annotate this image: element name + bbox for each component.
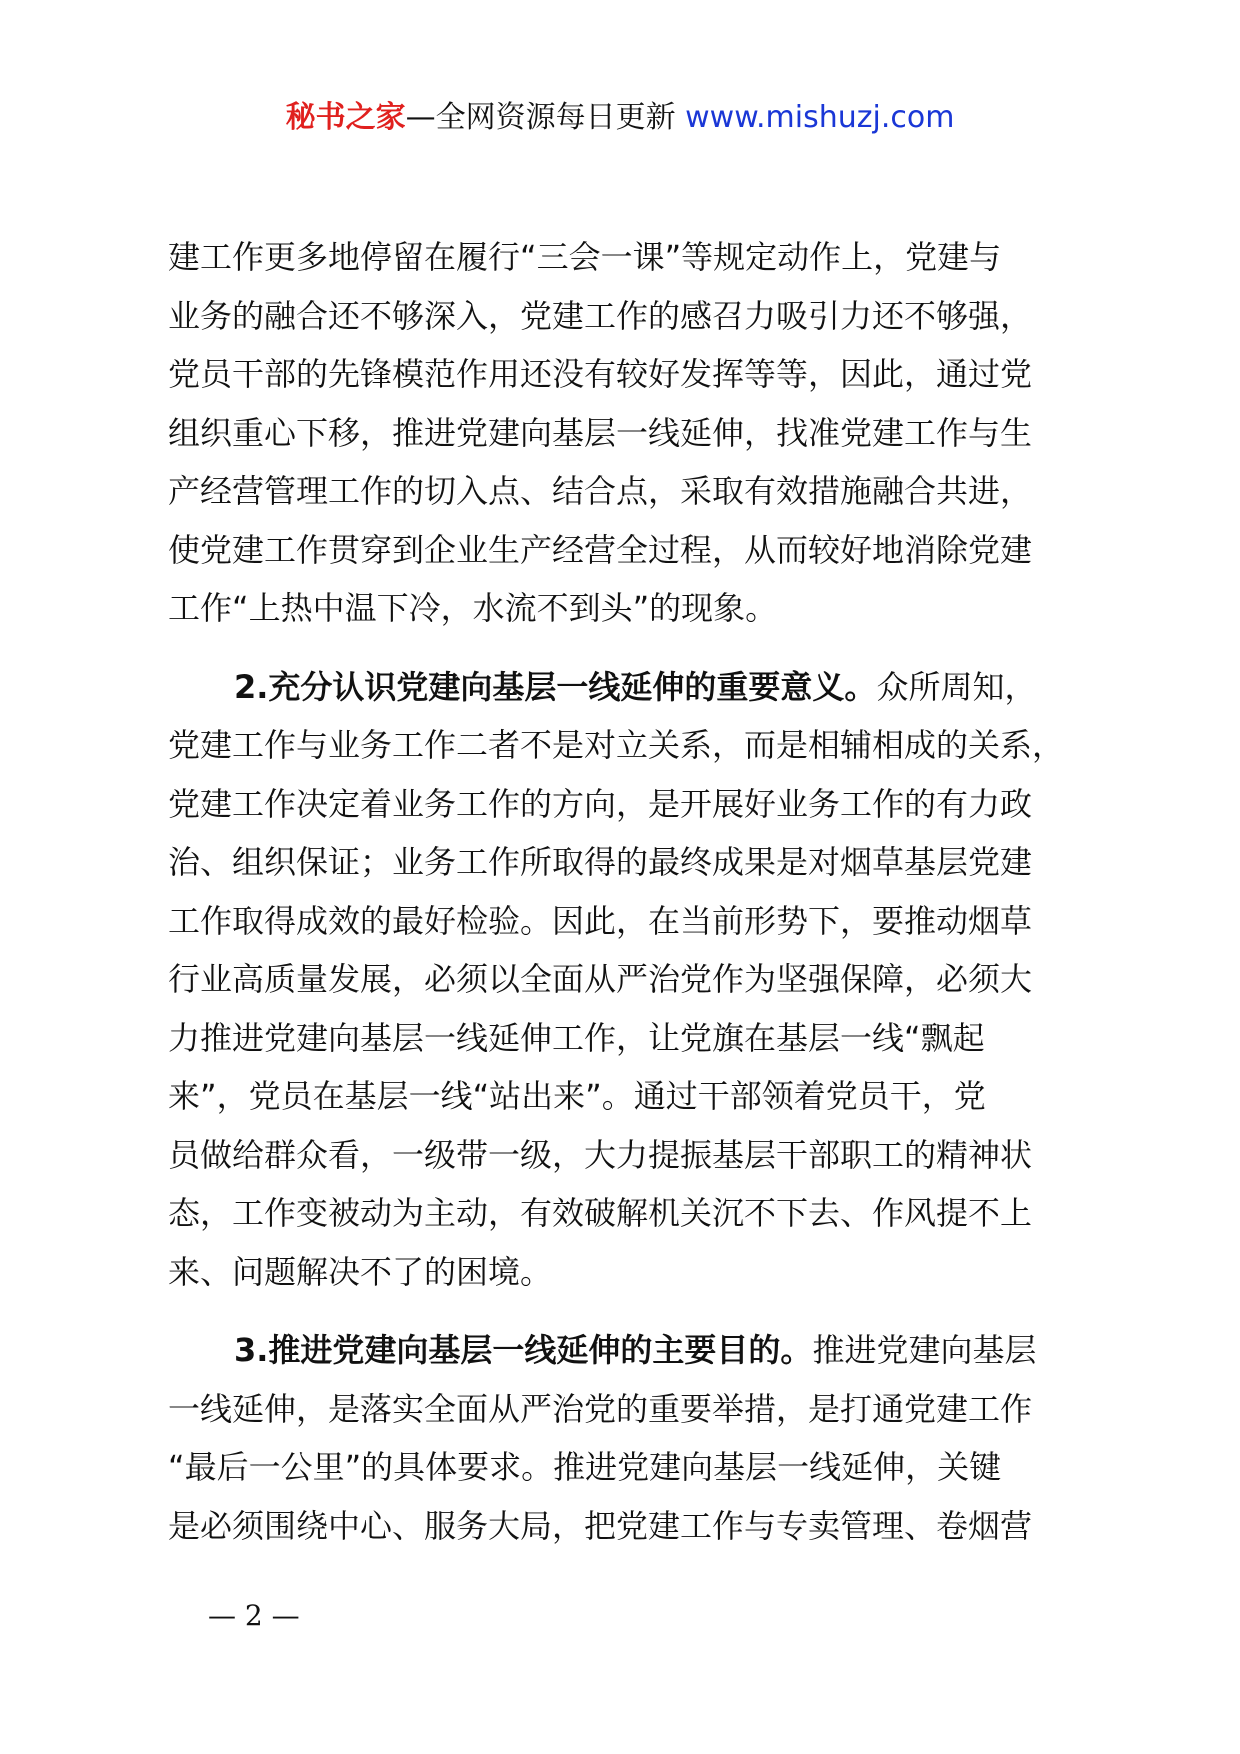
text-line: 使党建工作贯穿到企业生产经营全过程，从而较好地消除党建 xyxy=(168,530,1033,569)
text-line: 产经营管理工作的切入点、结合点，采取有效措施融合共进， xyxy=(168,472,1033,510)
text-line: 党员干部的先锋模范作用还没有较好发挥等等，因此，通过党 xyxy=(168,355,1033,393)
document-body xyxy=(168,228,1118,1555)
text-run: 推进党建向基层 xyxy=(812,1331,1037,1369)
text-line: “最后一公里”的具体要求。推进党建向基层一线延伸，关键 xyxy=(168,1448,1002,1486)
text-line: 来”，党员在基层一线“站出来”。通过干部领着党员干，党 xyxy=(168,1077,986,1115)
paragraph-1 xyxy=(168,228,1118,638)
text-line: 建工作更多地停留在履行“三会一课”等规定动作上，党建与 xyxy=(168,238,1002,276)
section-heading-3: 3.推进党建向基层一线延伸的主要目的。 xyxy=(234,1331,813,1369)
text-line-first xyxy=(168,658,1118,717)
page-header xyxy=(0,98,1240,138)
text-line: 组织重心下移，推进党建向基层一线延伸，找准党建工作与生 xyxy=(168,413,1033,452)
text-line: 行业高质量发展，必须以全面从严治党作为坚强保障，必须大 xyxy=(168,960,1033,998)
page-number: — 2 — xyxy=(208,1599,300,1632)
text-line: 治、组织保证；业务工作所取得的最终成果是对烟草基层党建 xyxy=(168,843,1033,881)
paragraph-2 xyxy=(168,658,1118,1302)
text-line-first xyxy=(168,1321,1118,1380)
text-line: 一线延伸，是落实全面从严治党的重要举措，是打通党建工作 xyxy=(168,1389,1033,1428)
text-line: 党建工作与业务工作二者不是对立关系，而是相辅相成的关系， xyxy=(168,726,1065,764)
text-line: 业务的融合还不够深入，党建工作的感召力吸引力还不够强， xyxy=(168,296,1033,335)
text-run: 众所周知， xyxy=(876,667,1037,706)
text-line: 来、问题解决不了的困境。 xyxy=(168,1252,553,1291)
site-url-link[interactable]: www.mishuzj.com xyxy=(685,100,955,135)
text-line: 态，工作变被动为主动，有效破解机关沉不下去、作风提不上 xyxy=(168,1194,1033,1232)
section-heading-2: 2.充分认识党建向基层一线延伸的重要意义。 xyxy=(234,667,877,706)
site-tagline: —全网资源每日更新 xyxy=(405,100,686,135)
text-line: 工作取得成效的最好检验。因此，在当前形势下，要推动烟草 xyxy=(168,901,1033,940)
paragraph-3 xyxy=(168,1321,1118,1555)
site-brand: 秘书之家 xyxy=(285,100,406,135)
text-line: 员做给群众看，一级带一级，大力提振基层干部职工的精神状 xyxy=(168,1135,1033,1174)
text-line: 力推进党建向基层一线延伸工作，让党旗在基层一线“飘起 xyxy=(168,1018,985,1057)
text-line: 是必须围绕中心、服务大局，把党建工作与专卖管理、卷烟营 xyxy=(168,1506,1033,1545)
text-line: 工作“上热中温下冷，水流不到头”的现象。 xyxy=(168,589,778,627)
text-line: 党建工作决定着业务工作的方向，是开展好业务工作的有力政 xyxy=(168,784,1033,823)
